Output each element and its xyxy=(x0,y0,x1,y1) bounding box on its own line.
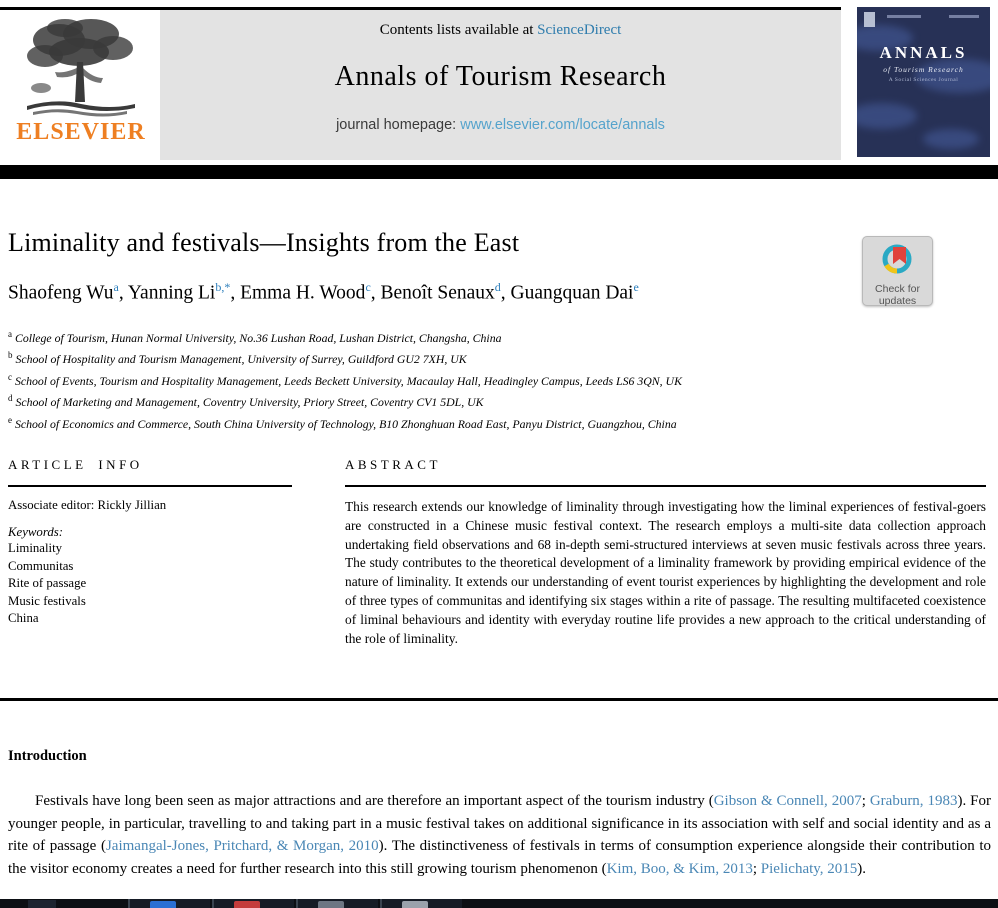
taskbar-item[interactable] xyxy=(212,899,294,908)
keyword: China xyxy=(8,611,39,626)
author-name: Yanning Li xyxy=(127,282,216,304)
citation-link[interactable]: Gibson & Connell, 2007 xyxy=(713,793,862,809)
paragraph-text: ; xyxy=(861,793,870,809)
taskbar-app-icon-light xyxy=(402,901,428,908)
affiliation: $^b$ School of Hospitality and Tourism Management, University of Surrey, Guildford GU2 7XH, UK xyxy=(8,350,467,367)
article-info-heading: ARTICLE INFO xyxy=(8,457,143,472)
cover-volume-text xyxy=(887,15,921,18)
keyword: Music festivals xyxy=(8,593,86,608)
taskbar-app-icon-gray xyxy=(318,901,344,908)
contents-line xyxy=(160,22,841,39)
author-affiliation-sup: d xyxy=(494,280,501,294)
abstract-column xyxy=(345,457,986,648)
cover-subtitle: of Tourism Research xyxy=(883,65,964,74)
keyword: Liminality xyxy=(8,541,63,555)
sciencedirect-link[interactable]: ScienceDirect xyxy=(537,22,622,38)
cover-decoration xyxy=(857,103,917,129)
crossmark-icon xyxy=(878,264,918,281)
introduction-heading: Introduction xyxy=(8,748,87,764)
badge-label: Check for updates xyxy=(875,283,920,307)
keywords-label: Keywords: xyxy=(8,525,63,539)
elsevier-logo[interactable] xyxy=(8,14,154,160)
journal-cover-thumbnail[interactable] xyxy=(857,7,990,157)
cover-issn-text xyxy=(949,15,979,18)
affiliation: $^c$ School of Events, Tourism and Hospitality Management, Leeds Beckett University, Macaulay Hall, Headingley Campus, Leeds LS6 3QN, UK xyxy=(8,371,682,388)
author-affiliation-sup: e xyxy=(633,280,639,294)
article-title: Liminality and festivals—Insights from the East xyxy=(8,228,520,257)
author-affiliation-sup: c xyxy=(365,280,371,294)
citation-link[interactable]: Kim, Boo, & Kim, 2013 xyxy=(606,860,753,877)
author-name: Emma H. Wood xyxy=(240,282,366,304)
cover-title: ANNALS xyxy=(879,43,968,62)
affiliation: $^a$ College of Tourism, Hunan Normal University, No.36 Lushan Road, Lushan District, Changsha, China xyxy=(8,329,502,345)
taskbar-item[interactable] xyxy=(380,899,462,908)
paragraph-text: ; xyxy=(752,860,761,877)
homepage-line xyxy=(160,117,841,133)
author-name: Benoît Senaux xyxy=(380,282,495,304)
citation-link[interactable]: Graburn, 1983 xyxy=(869,793,958,809)
windows-taskbar[interactable] xyxy=(0,899,998,908)
check-for-updates-badge[interactable] xyxy=(862,236,933,306)
keyword: Rite of passage xyxy=(8,576,87,591)
paragraph-text: Festivals have long been seen as major attractions and are therefore an important aspect of the tourism industry ( xyxy=(35,793,714,809)
abstract-rule xyxy=(345,485,986,487)
taskbar-app-icon-red xyxy=(234,901,260,908)
section-divider-rule xyxy=(0,698,998,701)
abstract-heading: ABSTRACT xyxy=(345,457,441,472)
journal-header-box xyxy=(160,10,841,160)
citation-link[interactable]: Pielichaty, 2015 xyxy=(760,860,858,877)
cover-decoration xyxy=(923,129,979,149)
associate-editor: Associate editor: Rickly Jillian xyxy=(8,498,167,512)
header-divider-bar xyxy=(0,165,998,179)
paragraph-text: ). For younger people, in particular, travelling to and taking part in a music festival takes on additional significance in its association with self and social identity and as a rite of passage ( xyxy=(8,793,991,855)
abstract-text: This research extends our knowledge of liminality through investigating how the liminal experiences of festival-goers are constructed in a Chinese music festival context. The research employs a multi-site data collection approach undertaking field observations and 68 in-depth semi-structured interviews at seven music festivals across three years. The study contributes to the theoretical development of a liminality framework by providing empirical evidence of the nature of liminality. It extends our understanding of event tourist experiences by highlighting the development and role of three types of communitas and identifying six stages within a rite of passage. The resulting multifaceted coexistence of liminal behaviours and identity with everyday routine life provides a new approach to the critical understanding of the role of liminality. xyxy=(345,499,986,646)
taskbar-item[interactable] xyxy=(128,899,210,908)
keywords-list xyxy=(8,540,292,628)
author-name: Guangquan Dai xyxy=(510,282,634,304)
affiliation-list xyxy=(8,326,868,433)
homepage-prefix: journal homepage: xyxy=(336,117,461,133)
paragraph-text: ). xyxy=(857,860,867,877)
author-list: Shaofeng Wu$^a$, Yanning $Li^{b,*}$, Emma H. Wood$^c$, Benoît Senaux$^d$, Guangquan Dai$^e$ xyxy=(8,280,639,304)
journal-title: Annals of Tourism Research xyxy=(334,61,667,92)
cover-tagline: A Social Sciences Journal xyxy=(888,77,959,83)
affiliation: $^e$ School of Economics and Commerce, South China University of Technology, B10 Zhonghuan Road East, Panyu District, Guangzhou, China xyxy=(8,414,677,431)
cover-publisher-mark xyxy=(864,12,875,27)
start-button[interactable] xyxy=(28,900,56,908)
author-affiliation-sup: b,* xyxy=(215,280,231,294)
affiliation: $^d$ School of Marketing and Management, Coventry University, Priory Street, Coventry CV1 5DL, UK xyxy=(8,393,484,410)
elsevier-tree-icon xyxy=(8,14,154,118)
article-info-rule xyxy=(8,485,292,487)
author-affiliation-sup: a xyxy=(113,280,119,294)
author-name: Shaofeng Wu xyxy=(8,282,114,304)
paragraph-text: ). The distinctiveness of festivals in terms of consumption experience alongside their contribution to the visitor economy creates a need for further research into this still growing tourism phenomenon ( xyxy=(8,838,991,877)
elsevier-wordmark: ELSEVIER xyxy=(16,119,146,145)
citation-link[interactable]: Jaimangal-Jones, Pritchard, & Morgan, 2010 xyxy=(105,838,379,855)
introduction-paragraph xyxy=(8,790,991,880)
homepage-link[interactable]: www.elsevier.com/locate/annals xyxy=(460,117,665,133)
contents-prefix: Contents lists available at xyxy=(379,22,538,38)
article-info-column xyxy=(8,457,292,628)
taskbar-app-icon-blue xyxy=(150,901,176,908)
keyword: Communitas xyxy=(8,558,74,573)
taskbar-item[interactable] xyxy=(296,899,378,908)
